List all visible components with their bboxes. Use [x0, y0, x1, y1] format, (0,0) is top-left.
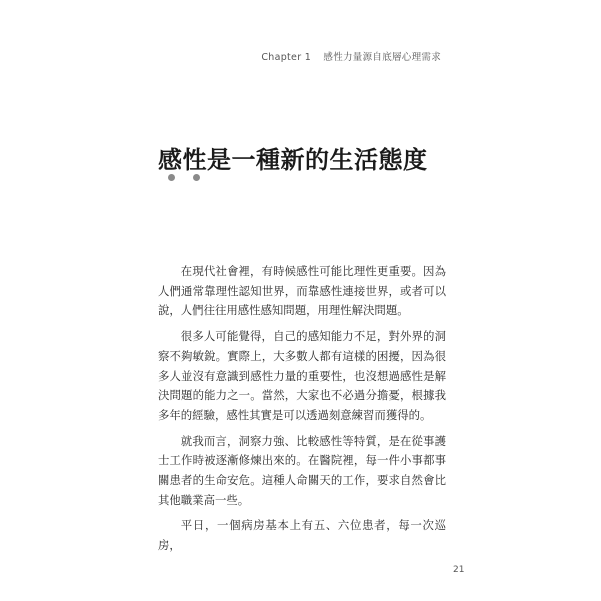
page-number: 21 — [453, 565, 465, 575]
ornament-dot — [168, 174, 175, 181]
body-text — [158, 262, 446, 562]
page-title: 感性是一種新的生活態度 — [158, 146, 428, 174]
section-title: 感性力量源自底層心理需求 — [323, 52, 441, 63]
running-header — [261, 49, 441, 63]
paragraph-3: 就我而言，洞察力強、比較感性等特質，是在從事護士工作時被逐漸修煉出來的。在醫院裡，每一件小事都事關患者的生命安危。這種人命關天的工作，要求自然會比其他職業高一些。 — [158, 433, 446, 507]
chapter-label: Chapter 1 — [261, 52, 312, 63]
paragraph-1: 在現代社會裡，有時候感性可能比理性更重要。因為人們通常靠理性認知世界，而靠感性連接世界，或者可以說，人們往往用感性感知問題，用理性解決問題。 — [158, 264, 446, 318]
paragraph-2: 很多人可能覺得，自己的感知能力不足，對外界的洞察不夠敏銳。實際上，大多數人都有這樣的困擾，因為很多人並沒有意識到感性力量的重要性，也沒想過感性是解決問題的能力之一。當然，大家也不必過分擔憂，根據我多年的經驗，感性其實是可以透過刻意練習而獲得的。 — [158, 329, 446, 422]
paragraph-4: 平日，一個病房基本上有五、六位患者，每一次巡房， — [158, 518, 446, 553]
ornament-dot — [193, 174, 200, 181]
